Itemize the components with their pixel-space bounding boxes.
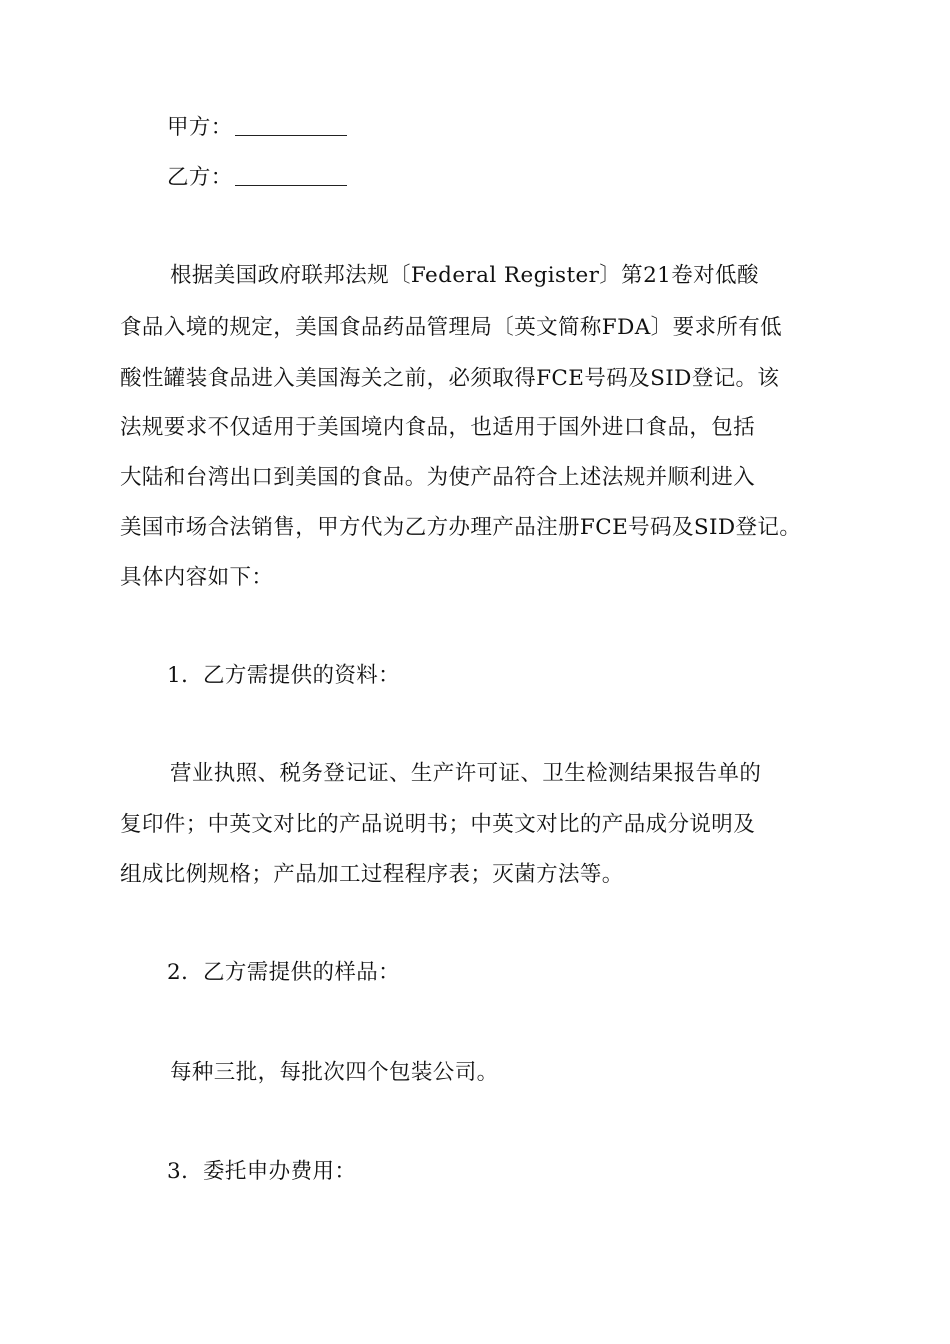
intro-line-4: 法规要求不仅适用于美国境内食品，也适用于国外进口食品，包括	[120, 415, 756, 440]
section-2-body: 每种三批，每批次四个包装公司。	[170, 1060, 499, 1085]
party-a-line	[167, 113, 347, 143]
party-b-blank	[235, 163, 347, 186]
party-b-line	[167, 163, 347, 193]
section-1-line-2: 复印件；中英文对比的产品说明书；中英文对比的产品成分说明及	[120, 812, 756, 837]
party-b-label: 乙方：	[167, 165, 233, 190]
intro-line-7: 具体内容如下：	[120, 565, 274, 590]
intro-line-2: 食品入境的规定，美国食品药品管理局〔英文简称FDA〕要求所有低	[120, 315, 783, 340]
section-1-heading: 1．乙方需提供的资料：	[167, 663, 401, 688]
section-2-heading: 2．乙方需提供的样品：	[167, 960, 401, 985]
intro-line-3: 酸性罐装食品进入美国海关之前，必须取得FCE号码及SID登记。该	[120, 366, 780, 391]
intro-line-1: 根据美国政府联邦法规〔Federal Register〕第21卷对低酸	[170, 263, 759, 288]
party-a-label: 甲方：	[167, 115, 233, 140]
section-1-line-3: 组成比例规格；产品加工过程程序表；灭菌方法等。	[120, 862, 624, 887]
intro-line-6: 美国市场合法销售，甲方代为乙方办理产品注册FCE号码及SID登记。	[120, 515, 802, 540]
intro-line-5: 大陆和台湾出口到美国的食品。为使产品符合上述法规并顺利进入	[120, 465, 756, 490]
party-a-blank	[235, 113, 347, 136]
section-3-heading: 3．委托申办费用：	[167, 1159, 357, 1184]
section-1-line-1: 营业执照、税务登记证、生产许可证、卫生检测结果报告单的	[170, 761, 762, 786]
